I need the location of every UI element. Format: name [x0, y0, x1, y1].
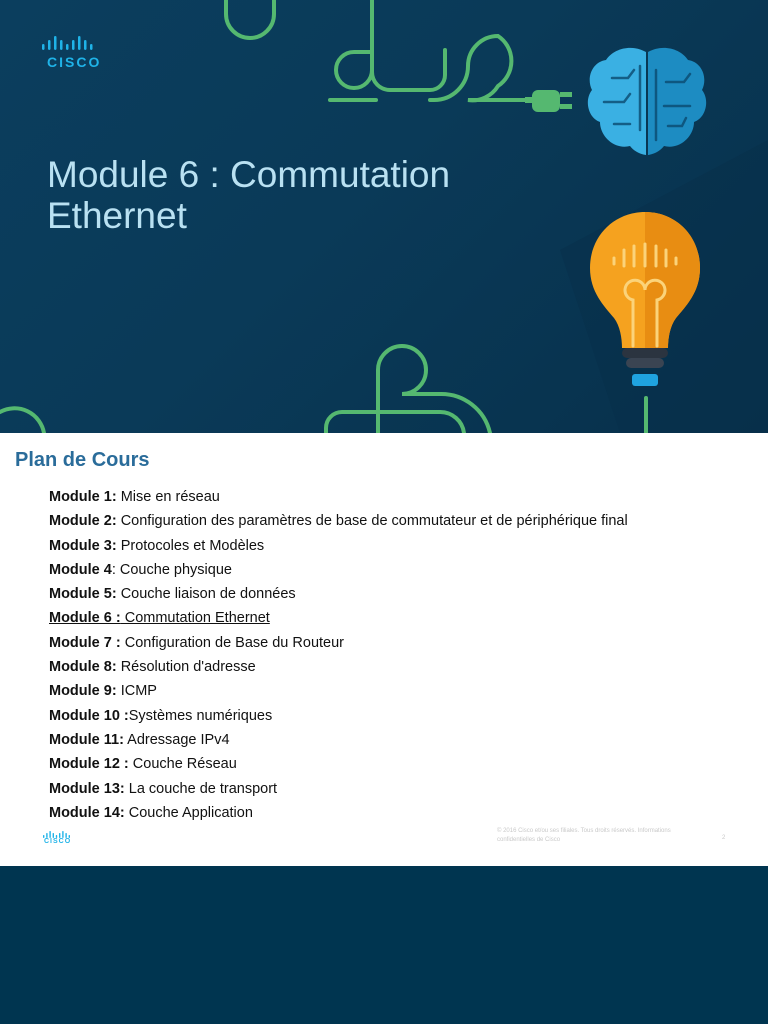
module-name: ICMP [116, 683, 157, 700]
module-name: Résolution d'adresse [116, 659, 256, 676]
title-line-2: Ethernet [47, 195, 187, 236]
cisco-wordmark-small: CISCO [44, 838, 72, 845]
module-item [49, 777, 628, 801]
title-line-1: Module 6 : Commutation [47, 154, 451, 195]
module-label: Module 14: [49, 804, 125, 821]
module-name: La couche de transport [124, 780, 278, 797]
circuit-lines-bottom [0, 346, 646, 433]
module-label: Module 12 : [49, 756, 129, 773]
module-name: Couche Réseau [128, 756, 237, 773]
plan-heading: Plan de Cours [15, 449, 150, 471]
module-label: Module 4 [49, 561, 112, 578]
module-name: Protocoles et Modèles [116, 537, 265, 554]
module-item [49, 679, 628, 703]
module-item [49, 582, 628, 606]
module-item [49, 534, 628, 558]
module-label: Module 9: [49, 683, 117, 700]
module-list [49, 485, 628, 825]
module-name: Couche Application [124, 804, 253, 821]
cisco-wordmark: CISCO [47, 54, 102, 70]
module-item [49, 558, 628, 582]
module-label: Module 13: [49, 780, 125, 797]
course-plan-slide [0, 433, 768, 866]
module-name: Mise en réseau [116, 489, 220, 505]
plug-icon [525, 90, 572, 112]
module-label: Module 8: [49, 659, 117, 676]
module-name: Configuration de Base du Routeur [120, 634, 344, 651]
module-item [49, 728, 628, 752]
module-item [49, 509, 628, 533]
module-item [49, 485, 628, 509]
module-label: Module 2: [49, 513, 117, 530]
module-label: Module 1: [49, 489, 117, 505]
module-name: Adressage IPv4 [123, 731, 230, 748]
copyright-text: © 2016 Cisco et/ou ses filiales. Tous droits réservés. Informations confidentielles de Cisco [497, 828, 671, 843]
page-number: 2 [722, 835, 726, 841]
brain-icon [588, 48, 706, 155]
module-name: Couche liaison de données [116, 586, 296, 603]
empty-background [0, 866, 768, 1024]
module-name: Systèmes numériques [128, 707, 273, 724]
title-slide [0, 0, 768, 433]
module-label: Module 10 : [49, 707, 129, 724]
module-item [49, 631, 628, 655]
module-item [49, 801, 628, 825]
module-item [49, 752, 628, 776]
slide-title [47, 154, 527, 236]
circuit-lines-top [226, 0, 525, 100]
module-name: Configuration des paramètres de base de commutateur et de périphérique final [116, 513, 628, 530]
module-label: Module 5: [49, 586, 117, 603]
module-label: Module 3: [49, 537, 117, 554]
module-item [49, 704, 628, 728]
module-item [49, 606, 628, 630]
module-label: Module 11: [49, 731, 124, 748]
module-label: Module 6 : [49, 610, 121, 627]
module-label: Module 7 : [49, 634, 121, 651]
module-name: Commutation Ethernet [120, 610, 270, 627]
module-item [49, 655, 628, 679]
module-name: : Couche physique [111, 561, 232, 578]
